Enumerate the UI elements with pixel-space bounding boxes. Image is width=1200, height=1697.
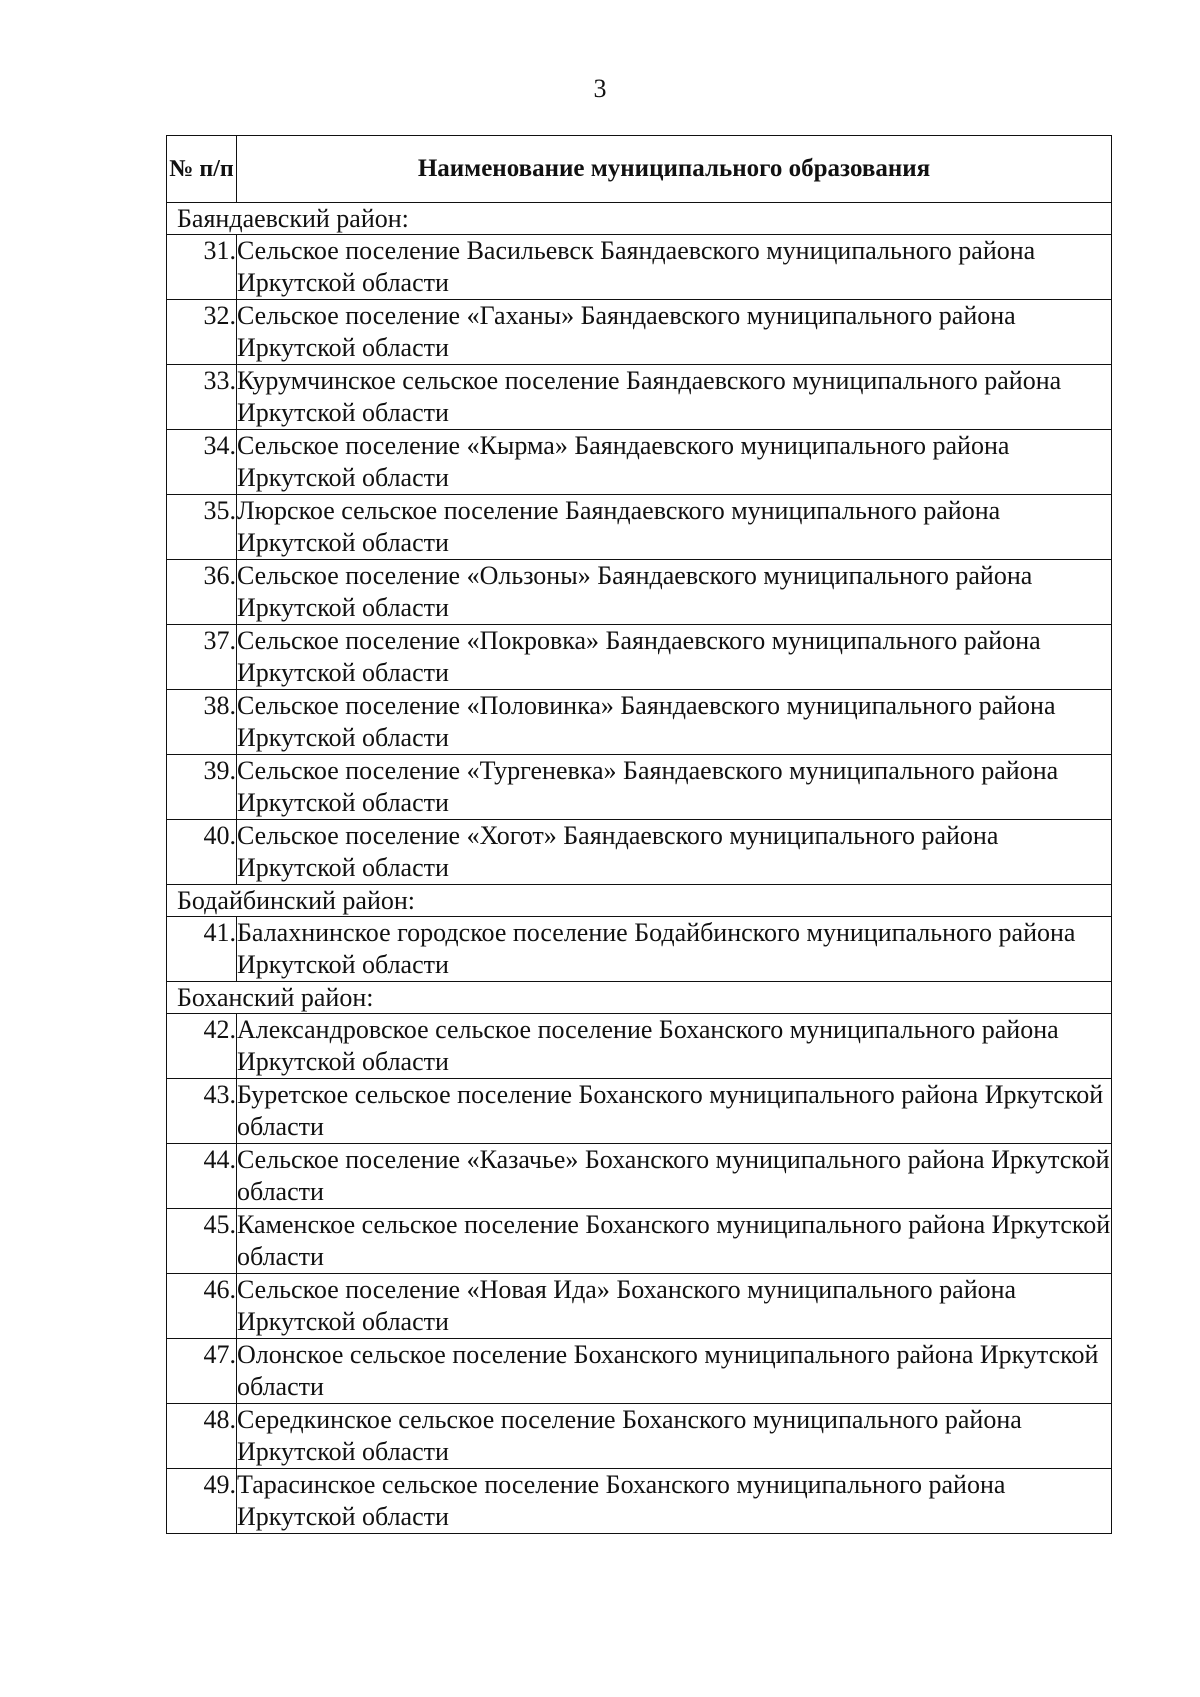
row-number: 39. [167,755,237,820]
row-name: Сельское поселение Васильевск Баяндаевского муниципального района Иркутской области [237,235,1112,300]
row-name: Сельское поселение «Гаханы» Баяндаевского муниципального района Иркутской области [237,300,1112,365]
page-number: 3 [593,74,607,103]
row-number: 43. [167,1079,237,1144]
table-row [167,755,1112,820]
row-name: Александровское сельское поселение Боханского муниципального района Иркутской области [237,1014,1112,1079]
row-name: Буретское сельское поселение Боханского муниципального района Иркутской области [237,1079,1112,1144]
table-row [167,1079,1112,1144]
row-number: 41. [167,917,237,982]
table-row [167,1404,1112,1469]
group-title: Боханский район: [167,982,1112,1014]
table-row [167,820,1112,885]
group-row [167,982,1112,1014]
row-name: Сельское поселение «Ользоны» Баяндаевского муниципального района Иркутской области [237,560,1112,625]
row-number: 49. [167,1469,237,1534]
row-number: 36. [167,560,237,625]
table-row [167,365,1112,430]
row-number: 42. [167,1014,237,1079]
row-name: Сельское поселение «Тургеневка» Баяндаевского муниципального района Иркутской области [237,755,1112,820]
row-name: Сельское поселение «Казачье» Боханского муниципального района Иркутской области [237,1144,1112,1209]
row-number: 35. [167,495,237,560]
row-number: 31. [167,235,237,300]
row-name: Курумчинское сельское поселение Баяндаевского муниципального района Иркутской области [237,365,1112,430]
row-number: 38. [167,690,237,755]
row-number: 33. [167,365,237,430]
row-name: Сельское поселение «Хогот» Баяндаевского муниципального района Иркутской области [237,820,1112,885]
table-row [167,495,1112,560]
row-name: Балахнинское городское поселение Бодайбинского муниципального района Иркутской области [237,917,1112,982]
header-number: № п/п [167,136,237,203]
row-number: 32. [167,300,237,365]
table-row [167,625,1112,690]
table-header-row [167,136,1112,203]
row-name: Олонское сельское поселение Боханского муниципального района Иркутской области [237,1339,1112,1404]
row-name: Сельское поселение «Половинка» Баяндаевского муниципального района Иркутской области [237,690,1112,755]
row-name: Середкинское сельское поселение Боханского муниципального района Иркутской области [237,1404,1112,1469]
table-row [167,1339,1112,1404]
row-number: 45. [167,1209,237,1274]
row-name: Люрское сельское поселение Баяндаевского муниципального района Иркутской области [237,495,1112,560]
row-number: 46. [167,1274,237,1339]
table-row [167,560,1112,625]
header-name: Наименование муниципального образования [237,136,1112,203]
row-number: 48. [167,1404,237,1469]
row-name: Тарасинское сельское поселение Боханского муниципального района Иркутской области [237,1469,1112,1534]
table-row [167,235,1112,300]
group-title: Бодайбинский район: [167,885,1112,917]
group-title: Баяндаевский район: [167,203,1112,235]
table-row [167,300,1112,365]
row-number: 44. [167,1144,237,1209]
table-row [167,430,1112,495]
row-name: Каменское сельское поселение Боханского муниципального района Иркутской области [237,1209,1112,1274]
table-row [167,1469,1112,1534]
table-body [167,203,1112,1534]
table-row [167,1209,1112,1274]
row-number: 40. [167,820,237,885]
municipalities-table [166,135,1112,1534]
row-name: Сельское поселение «Кырма» Баяндаевского муниципального района Иркутской области [237,430,1112,495]
table-row [167,690,1112,755]
table-row [167,1014,1112,1079]
row-number: 47. [167,1339,237,1404]
table-row [167,917,1112,982]
table-row [167,1274,1112,1339]
row-name: Сельское поселение «Покровка» Баяндаевского муниципального района Иркутской области [237,625,1112,690]
group-row [167,203,1112,235]
table-row [167,1144,1112,1209]
row-number: 34. [167,430,237,495]
row-name: Сельское поселение «Новая Ида» Боханского муниципального района Иркутской области [237,1274,1112,1339]
row-number: 37. [167,625,237,690]
group-row [167,885,1112,917]
